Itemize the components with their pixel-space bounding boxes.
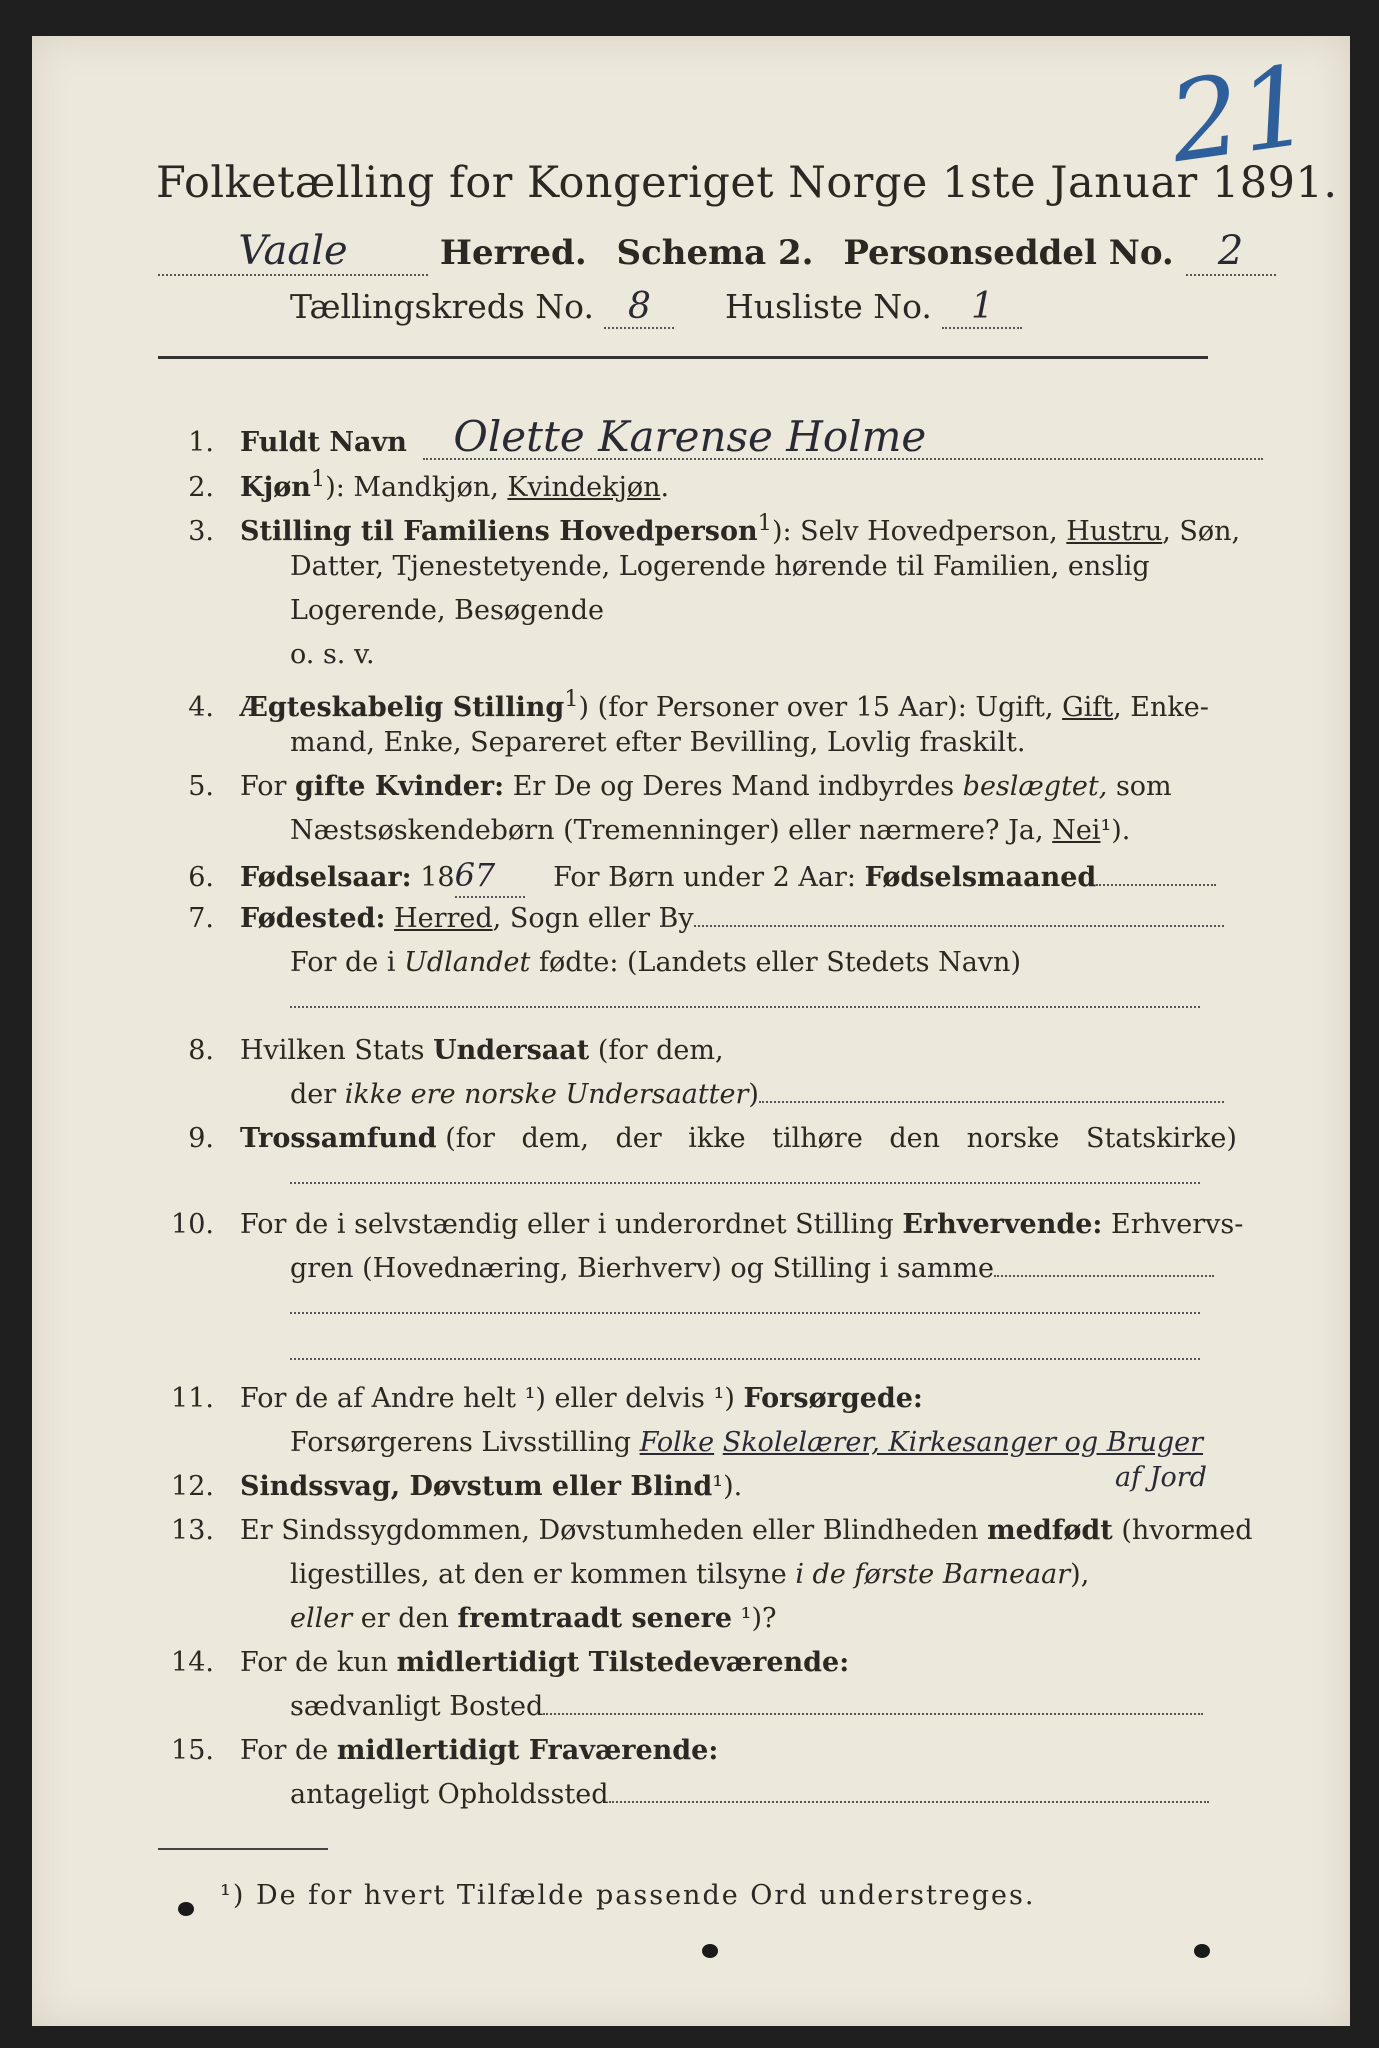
question-3-line-3: Logerende, Besøgende (290, 595, 604, 626)
herred-line (158, 228, 1276, 276)
husliste-label: Husliste No. (724, 287, 932, 326)
question-number: 6. (188, 862, 214, 893)
question-text: gren (Hovednæring, Bierhverv) og Stilling i samme (290, 1253, 995, 1284)
question-text: som (1115, 771, 1172, 802)
question-5 (150, 766, 1210, 808)
provider-answer-3: af Jord (1115, 1462, 1207, 1493)
question-text: For de af Andre helt (240, 1383, 517, 1414)
full-name-answer: Olette Karense Holme (423, 416, 1263, 460)
footnote-rule (158, 1848, 328, 1850)
answer-line (290, 1004, 1200, 1008)
answer-leader (694, 907, 1224, 927)
question-number: 13. (171, 1515, 214, 1546)
provider-answer-2: Skolelærer, Kirkesanger og Bruger (722, 1427, 1204, 1458)
underlined-answer: Hustru (1066, 516, 1163, 547)
question-text: i de første Barneaar (795, 1559, 1071, 1590)
answer-line (290, 1180, 1200, 1184)
kreds-value: 8 (604, 286, 674, 329)
question-7 (150, 898, 1210, 940)
question-text: ¹). (712, 1471, 743, 1502)
question-text: Forsørgerens Livsstilling (290, 1427, 632, 1458)
question-label: Sindssvag, Døvstum eller Blind (240, 1471, 713, 1502)
question-label: Ægteskabelig Stilling (240, 692, 565, 723)
punch-hole-mark (702, 1944, 718, 1958)
question-text: antageligt Opholdssted (290, 1779, 609, 1810)
question-number: 7. (188, 903, 214, 934)
question-text: ) (748, 1079, 759, 1110)
punch-hole-mark (1194, 1944, 1210, 1958)
question-label: midlertidigt Tilstedeværende: (396, 1647, 850, 1678)
question-number: 2. (188, 472, 214, 503)
question-text: Erhvervs- (1111, 1209, 1244, 1240)
question-text: (hvormed (1121, 1515, 1253, 1546)
provider-answer-1: Folke (639, 1427, 715, 1458)
question-9 (150, 1118, 1237, 1160)
answer-leader (609, 1783, 1209, 1803)
answer-leader (759, 1083, 1224, 1103)
kreds-label: Tællingskreds No. (290, 287, 594, 326)
question-text: Hvilken Stats (240, 1035, 425, 1066)
question-label: Trossamfund (240, 1123, 437, 1154)
punch-hole-mark (178, 1902, 194, 1916)
form-title: Folketælling for Kongeriget Norge 1ste Januar 1891. (156, 158, 1338, 208)
question-text: ), (1070, 1559, 1090, 1590)
question-text: beslægtet, (962, 771, 1108, 802)
question-text: ): Selv Hovedperson, (771, 516, 1058, 547)
question-label: gifte Kvinder: (295, 771, 505, 802)
question-5-line-2 (290, 810, 1130, 852)
question-10-line-2 (290, 1248, 1214, 1290)
personseddel-value: 2 (1186, 228, 1276, 276)
question-14 (150, 1642, 1210, 1684)
question-label: Fødselsaar: (240, 862, 412, 893)
question-text: For de i (290, 947, 396, 978)
question-label: Fuldt Navn (240, 427, 407, 458)
question-text: der (290, 1079, 337, 1110)
answer-line (290, 1356, 1200, 1360)
footnote-ref: 1 (564, 686, 579, 712)
question-number: 4. (188, 692, 214, 723)
answer-leader (1096, 866, 1216, 886)
herred-value: Vaale (158, 228, 428, 276)
question-3-line-4: o. s. v. (290, 639, 375, 670)
question-label: Undersaat (433, 1035, 590, 1066)
question-text: Er Sindssygdommen, Døvstumheden eller Blindheden (240, 1515, 979, 1546)
question-label: Kjøn (240, 472, 311, 503)
question-text: ikke ere norske Undersaatter (344, 1079, 749, 1110)
question-13-line-3 (290, 1598, 777, 1640)
answer-leader (543, 1695, 1203, 1715)
question-10 (150, 1204, 1244, 1246)
question-text: fødte: (Landets eller Stedets Navn) (538, 947, 1021, 978)
question-15 (150, 1730, 1210, 1772)
question-8-line-2 (290, 1074, 1224, 1116)
question-text: sædvanligt Bosted (290, 1691, 544, 1722)
question-number: 11. (171, 1383, 214, 1414)
question-11 (150, 1378, 1210, 1420)
question-label: Erhvervende: (902, 1209, 1103, 1240)
question-number: 14. (171, 1647, 214, 1678)
question-text: ¹) eller delvis ¹) (524, 1383, 735, 1414)
question-label: Stilling til Familiens Hovedperson (240, 516, 758, 547)
question-text: Er De og Deres Mand indbyrdes (512, 771, 955, 802)
personseddel-label: Personseddel No. (843, 233, 1174, 273)
question-1 (150, 412, 1210, 464)
question-text: , Søn, (1162, 516, 1241, 547)
question-number: 12. (171, 1471, 214, 1502)
birth-year-answer: 67 (455, 854, 525, 898)
question-15-line-2 (290, 1774, 1209, 1816)
question-text: For (240, 771, 287, 802)
question-13 (150, 1510, 1253, 1552)
footnote-ref: 1 (310, 466, 326, 492)
question-text: eller (290, 1603, 353, 1634)
question-text: For Børn under 2 Aar: (553, 862, 857, 893)
question-text: er den (360, 1603, 449, 1634)
underlined-answer: Gift (1062, 692, 1114, 723)
question-13-line-2 (290, 1554, 1089, 1596)
question-11-line-2 (290, 1422, 1203, 1464)
footnote-ref: 1 (757, 510, 772, 536)
husliste-value: 1 (942, 286, 1022, 329)
header-rule (158, 356, 1208, 359)
question-text: For de kun (240, 1647, 388, 1678)
underlined-answer: Herred (394, 903, 493, 934)
page-number: 21 (1161, 40, 1319, 188)
question-number: 3. (188, 516, 214, 547)
question-label: Forsørgede: (743, 1383, 923, 1414)
question-label: medfødt (987, 1515, 1113, 1546)
question-text: ligestilles, at den er kommen tilsyne (290, 1559, 787, 1590)
question-text: (for dem, der ikke tilhøre den norske Statskirke) (445, 1123, 1237, 1154)
question-3-line-2: Datter, Tjenestetyende, Logerende hørende til Familien, enslig (290, 551, 1150, 582)
kreds-line (290, 286, 1022, 329)
question-number: 15. (171, 1735, 214, 1766)
answer-line (290, 1310, 1200, 1314)
question-7-line-2 (290, 942, 1021, 984)
answer-leader (994, 1257, 1214, 1277)
question-text: . (660, 472, 670, 503)
question-label: midlertidigt Fraværende: (336, 1735, 719, 1766)
question-number: 1. (188, 427, 214, 458)
schema-label: Schema 2. (616, 233, 814, 273)
question-text: Næstsøskendebørn (Tremenninger) eller nærmere? Ja, (290, 815, 1044, 846)
question-text: For de i selvstændig eller i underordnet Stilling (240, 1209, 894, 1240)
herred-label: Herred. (439, 233, 587, 273)
question-text: ¹). (1100, 815, 1131, 846)
question-number: 8. (188, 1035, 214, 1066)
question-4-line-2: mand, Enke, Separeret efter Bevilling, Lovlig fraskilt. (290, 727, 1026, 758)
question-text: ) (for Personer over 15 Aar): Ugift, (578, 692, 1054, 723)
question-text: (for dem, (597, 1035, 724, 1066)
footnote: ¹) De for hvert Tilfælde passende Ord understreges. (220, 1880, 1036, 1911)
question-label: Fødested: (240, 903, 386, 934)
question-number: 5. (188, 771, 214, 802)
question-text: 18 (420, 862, 455, 893)
question-text: ¹)? (740, 1603, 777, 1634)
question-8 (150, 1030, 1210, 1072)
question-text: , Sogn eller By (492, 903, 694, 934)
question-text: For de (240, 1735, 329, 1766)
question-label: Fødselsmaaned (864, 862, 1097, 893)
question-text: , Enke- (1113, 692, 1209, 723)
underlined-answer: Nei (1052, 815, 1101, 846)
question-14-line-2 (290, 1686, 1203, 1728)
question-text: Udlandet (404, 947, 531, 978)
question-12 (150, 1466, 1210, 1508)
question-label: fremtraadt senere (457, 1603, 733, 1634)
question-6 (150, 854, 1210, 899)
question-number: 10. (171, 1209, 214, 1240)
underlined-answer: Kvindekjøn (507, 472, 661, 503)
question-number: 9. (188, 1123, 214, 1154)
question-text: ): Mandkjøn, (325, 472, 499, 503)
